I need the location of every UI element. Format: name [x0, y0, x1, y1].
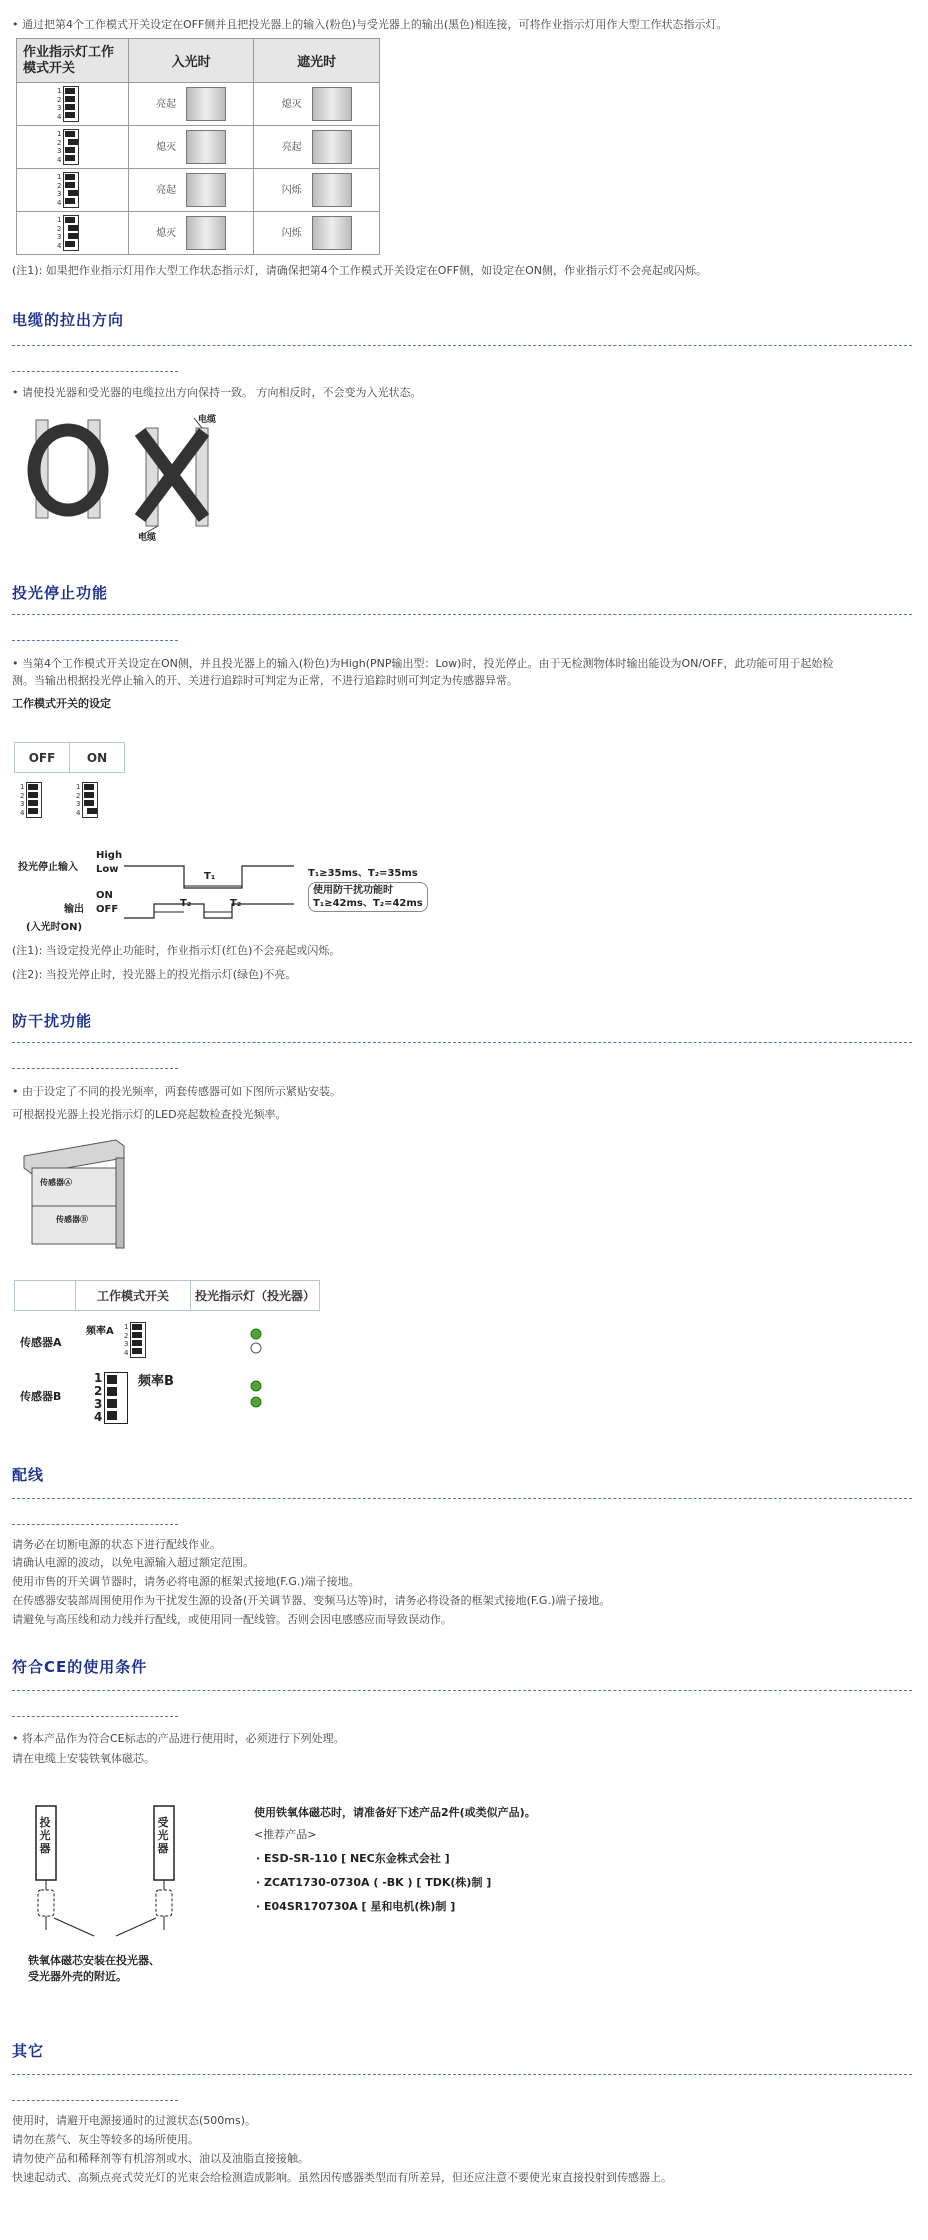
off-light-state: 熄灭: [281, 99, 302, 110]
interference-text-2: 可根据投光器上投光指示灯的LED亮起数检查投光频率。: [12, 1108, 287, 1121]
divider: [12, 1498, 912, 1499]
timing-cond2: T₁≥42ms、T₂=42ms: [313, 898, 423, 909]
row-sensor-b: 传感器B: [20, 1390, 62, 1403]
interference-col-switch: 工作模式开关: [76, 1281, 191, 1311]
dip-switch-icon: [104, 1372, 128, 1424]
off-light-state: 闪烁: [281, 228, 302, 239]
table-row: 1 2 3 4 亮起 闪烁: [17, 169, 380, 212]
interference-table: [14, 1280, 320, 1311]
divider: [12, 614, 912, 615]
lamp-lit-icon: [312, 130, 352, 164]
dip-switch-icon: [63, 215, 79, 251]
freq-b-label: 频率B: [138, 1374, 174, 1389]
wiring-line-4: 在传感器安装部周围使用作为干扰发生源的设备(开关调节器、变频马达等)时，请务必将设备的框架式接地(F.G.)端子接地。: [12, 1594, 611, 1607]
mode-table-header-switch: 作业指示灯工作模式开关: [17, 39, 129, 83]
timing-on: ON: [96, 890, 113, 901]
section-title-cable: 电缆的拉出方向: [12, 311, 125, 329]
ce-emitter-label: 投光器: [39, 1816, 51, 1855]
interference-text-1: • 由于设定了不同的投光频率，两套传感器可如下图所示紧贴安装。: [12, 1085, 341, 1098]
dip-b-numbers: 1 2 3 4: [94, 1371, 103, 1424]
row-sensor-a: 传感器A: [20, 1336, 62, 1349]
wiring-line-2: 请确认电源的波动，以免电源输入超过额定范围。: [12, 1556, 254, 1569]
lamp-unlit-icon: [186, 130, 226, 164]
emission-stop-text-2: 测。当输出根据投光停止输入的开、关进行追踪时可判定为正常，不进行追踪时则可判定为传感器异常。: [12, 674, 518, 687]
on-light-state: 熄灭: [156, 228, 177, 239]
emission-stop-note-2: (注2): 当投光停止时，投光器上的投光指示灯(绿色)不亮。: [12, 968, 297, 981]
dip-switch-icon: [26, 782, 42, 818]
on-label: ON: [70, 743, 125, 773]
ce-caption-1: 铁氧体磁芯安装在投光器、: [28, 1954, 160, 1967]
divider: [12, 2074, 912, 2075]
timing-input-label: 投光停止输入: [18, 862, 78, 873]
on-light-state: 熄灭: [156, 142, 177, 153]
cable-label-bottom: 电缆: [138, 533, 157, 543]
led-off-icon: [251, 1343, 261, 1353]
off-light-state: 闪烁: [281, 185, 302, 196]
divider: [12, 1690, 912, 1691]
timing-off: OFF: [96, 904, 119, 915]
wiring-line-3: 使用市售的开关调节器时，请务必将电源的框架式接地(F.G.)端子接地。: [12, 1575, 360, 1588]
ce-prep: 使用铁氧体磁芯时，请准备好下述产品2件(或类似产品)。: [254, 1806, 536, 1819]
divider: [12, 2100, 178, 2101]
freq-a-label: 频率A: [86, 1326, 114, 1337]
lamp-unlit-icon: [312, 87, 352, 121]
off-light-state: 亮起: [281, 142, 302, 153]
ce-receiver-label: 受光器: [157, 1816, 169, 1855]
other-line-2: 请勿在蒸气、灰尘等较多的场所使用。: [12, 2133, 199, 2146]
intro-text: • 通过把第4个工作模式开关设定在OFF侧并且把投光器上的输入(粉色)与受光器上的输出(黑色)相连接，可将作业指示灯用作大型工作状态指示灯。: [12, 18, 728, 31]
off-label: OFF: [15, 743, 70, 773]
emission-stop-note-1: (注1): 当设定投光停止功能时，作业指示灯(红色)不会亮起或闪烁。: [12, 944, 341, 957]
emission-stop-text-1: • 当第4个工作模式开关设定在ON侧，并且投光器上的输入(粉色)为High(PNP输出型：Low)时，投光停止。由于无检测物体时输出能设为ON/OFF，此功能可用于起始检: [12, 657, 834, 670]
ce-product-3: · E04SR170730A [ 星和电机(株)制 ]: [256, 1900, 456, 1913]
dip-switch-icon: [130, 1322, 146, 1358]
timing-t2-b: T₂: [230, 898, 242, 909]
timing-cond2-box: [308, 882, 428, 912]
ce-text-2: 请在电缆上安装铁氧体磁芯。: [12, 1752, 155, 1765]
wiring-line-1: 请务必在切断电源的状态下进行配线作业。: [12, 1538, 221, 1551]
section-title-ce: 符合CE的使用条件: [12, 1658, 148, 1676]
divider: [12, 345, 912, 346]
ce-text-1: • 将本产品作为符合CE标志的产品进行使用时，必须进行下列处理。: [12, 1732, 345, 1745]
divider: [12, 1042, 912, 1043]
on-light-state: 亮起: [156, 99, 177, 110]
dip-on: 1 2 3 4: [76, 782, 98, 818]
divider: [12, 371, 178, 372]
ce-recommended: <推荐产品>: [254, 1828, 317, 1841]
lamp-lit-icon: [186, 173, 226, 207]
other-line-3: 请勿使产品和稀释剂等有机溶剂或水、油以及油脂直接接触。: [12, 2152, 309, 2165]
on-light-state: 亮起: [156, 185, 177, 196]
section-title-emission-stop: 投光停止功能: [12, 584, 109, 602]
led-on-icon: [251, 1329, 261, 1339]
sensor-b-img-label: 传感器Ⓑ: [56, 1215, 88, 1224]
mode-table-header-off: 遮光时: [254, 39, 380, 83]
sensor-a-img-label: 传感器Ⓐ: [40, 1178, 72, 1187]
cable-label-top: 电缆: [198, 415, 217, 425]
section-title-other: 其它: [12, 2042, 45, 2060]
timing-high: High: [96, 850, 123, 861]
led-on-icon: [251, 1397, 261, 1407]
mode-switch-table: [14, 742, 125, 773]
timing-t1: T₁: [204, 871, 216, 882]
divider: [12, 1524, 178, 1525]
led-on-icon: [251, 1381, 261, 1391]
dip-switch-icon: [63, 129, 79, 165]
dip-switch-icon: [63, 172, 79, 208]
cable-direction-diagram: [18, 408, 218, 548]
mode-table: [16, 38, 380, 255]
dip-switch-icon: [82, 782, 98, 818]
lamp-lit-icon: [186, 87, 226, 121]
interference-col-indicator: 投光指示灯（投光器）: [191, 1281, 320, 1311]
dip-off: 1 2 3 4: [20, 782, 42, 818]
cable-text: • 请使投光器和受光器的电缆拉出方向保持一致。 方向相反时，不会变为入光状态。: [12, 386, 422, 399]
lamp-blink-icon: [312, 216, 352, 250]
emission-stop-subtitle: 工作模式开关的设定: [12, 697, 111, 710]
divider: [12, 1068, 178, 1069]
table-row: 1 2 3 4 熄灭 亮起: [17, 126, 380, 169]
wiring-line-5: 请避免与高压线和动力线并行配线，或使用同一配线管。否则会因电感感应而导致误动作。: [12, 1613, 452, 1626]
lamp-unlit-icon: [186, 216, 226, 250]
section-title-wiring: 配线: [12, 1466, 45, 1484]
led-indicators: [248, 1326, 272, 1426]
ce-caption-2: 受光器外壳的附近。: [28, 1970, 127, 1983]
other-line-1: 使用时，请避开电源接通时的过渡状态(500ms)。: [12, 2114, 257, 2127]
divider: [12, 1716, 178, 1717]
timing-t2-a: T₂: [180, 898, 192, 909]
dip-switch-icon: [63, 86, 79, 122]
table-row: 1 2 3 4 熄灭 闪烁: [17, 212, 380, 255]
section-title-interference: 防干扰功能: [12, 1012, 93, 1030]
mode-table-note: (注1): 如果把作业指示灯用作大型工作状态指示灯，请确保把第4个工作模式开关设定在OFF侧，如设定在ON侧，作业指示灯不会亮起或闪烁。: [12, 264, 707, 277]
ce-product-2: · ZCAT1730-0730A ( -BK ) [ TDK(株)制 ]: [256, 1876, 492, 1889]
divider: [12, 640, 178, 641]
mode-table-header-on: 入光时: [128, 39, 254, 83]
ce-product-1: · ESD-SR-110 [ NEC东金株式会社 ]: [256, 1852, 450, 1865]
timing-low: Low: [96, 864, 119, 875]
ferrite-core-diagram: [24, 1800, 204, 1950]
timing-cond2-title: 使用防干扰功能时: [313, 885, 393, 896]
dip-freq-a: 1 2 3 4: [124, 1322, 146, 1358]
timing-output-sub: (入光时ON): [26, 922, 83, 933]
table-row: 1 2 3 4 亮起 熄灭: [17, 83, 380, 126]
timing-cond1: T₁≥35ms、T₂=35ms: [308, 868, 418, 879]
timing-output-label: 输出: [64, 904, 84, 915]
other-line-4: 快速起动式、高频点亮式荧光灯的光束会给检测造成影响。虽然因传感器类型而有所差异，但还应注意不要使光束直接投射到传感器上。: [12, 2171, 672, 2184]
lamp-blink-icon: [312, 173, 352, 207]
sensor-mount-diagram: [20, 1138, 130, 1258]
